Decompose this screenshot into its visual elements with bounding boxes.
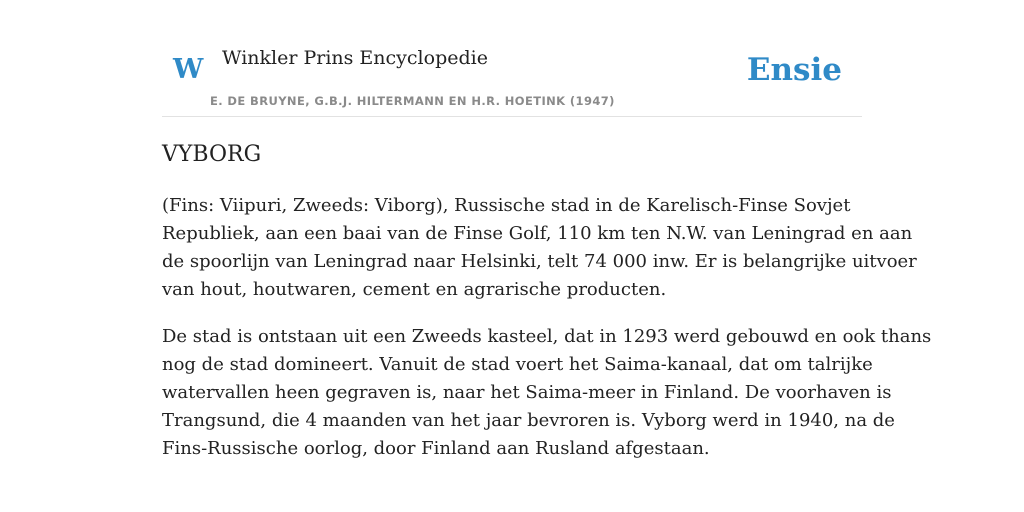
winkler-prins-logo-icon: W [173, 54, 204, 85]
article-paragraph [162, 323, 932, 463]
paragraph-line: van hout, houtwaren, cement en agrarische producten. [162, 279, 667, 300]
paragraph-line: De stad is ontstaan uit een Zweeds kasteel, dat in 1293 werd gebouwd en ook thans [162, 326, 932, 347]
paragraph-line: (Fins: Viipuri, Zweeds: Viborg), Russische stad in de Karelisch-Finse Sovjet [162, 195, 851, 216]
paragraph-line: nog de stad domineert. Vanuit de stad voert het Saima-kanaal, dat om talrijke [162, 354, 873, 375]
source-title[interactable]: Winkler Prins Encyclopedie [222, 47, 488, 69]
page-container [162, 0, 932, 459]
source-header [162, 0, 862, 117]
paragraph-line: Fins-Russische oorlog, door Finland aan Rusland afgestaan. [162, 438, 710, 459]
source-authors: E. DE BRUYNE, G.B.J. HILTERMANN EN H.R. HOETINK (1947) [210, 94, 615, 108]
paragraph-line: de spoorlijn van Leningrad naar Helsinki, telt 74 000 inw. Er is belangrijke uitvoer [162, 251, 917, 272]
paragraph-line: Trangsund, die 4 maanden van het jaar bevroren is. Vyborg werd in 1940, na de [162, 410, 895, 431]
paragraph-line: Republiek, aan een baai van de Finse Golf, 110 km ten N.W. van Leningrad en aan [162, 223, 913, 244]
ensie-brand-logo[interactable]: Ensie [746, 52, 842, 88]
paragraph-line: watervallen heen gegraven is, naar het Saima-meer in Finland. De voorhaven is [162, 382, 892, 403]
article-headword: VYBORG [162, 142, 262, 167]
article-body [162, 192, 932, 482]
article-paragraph [162, 192, 917, 304]
